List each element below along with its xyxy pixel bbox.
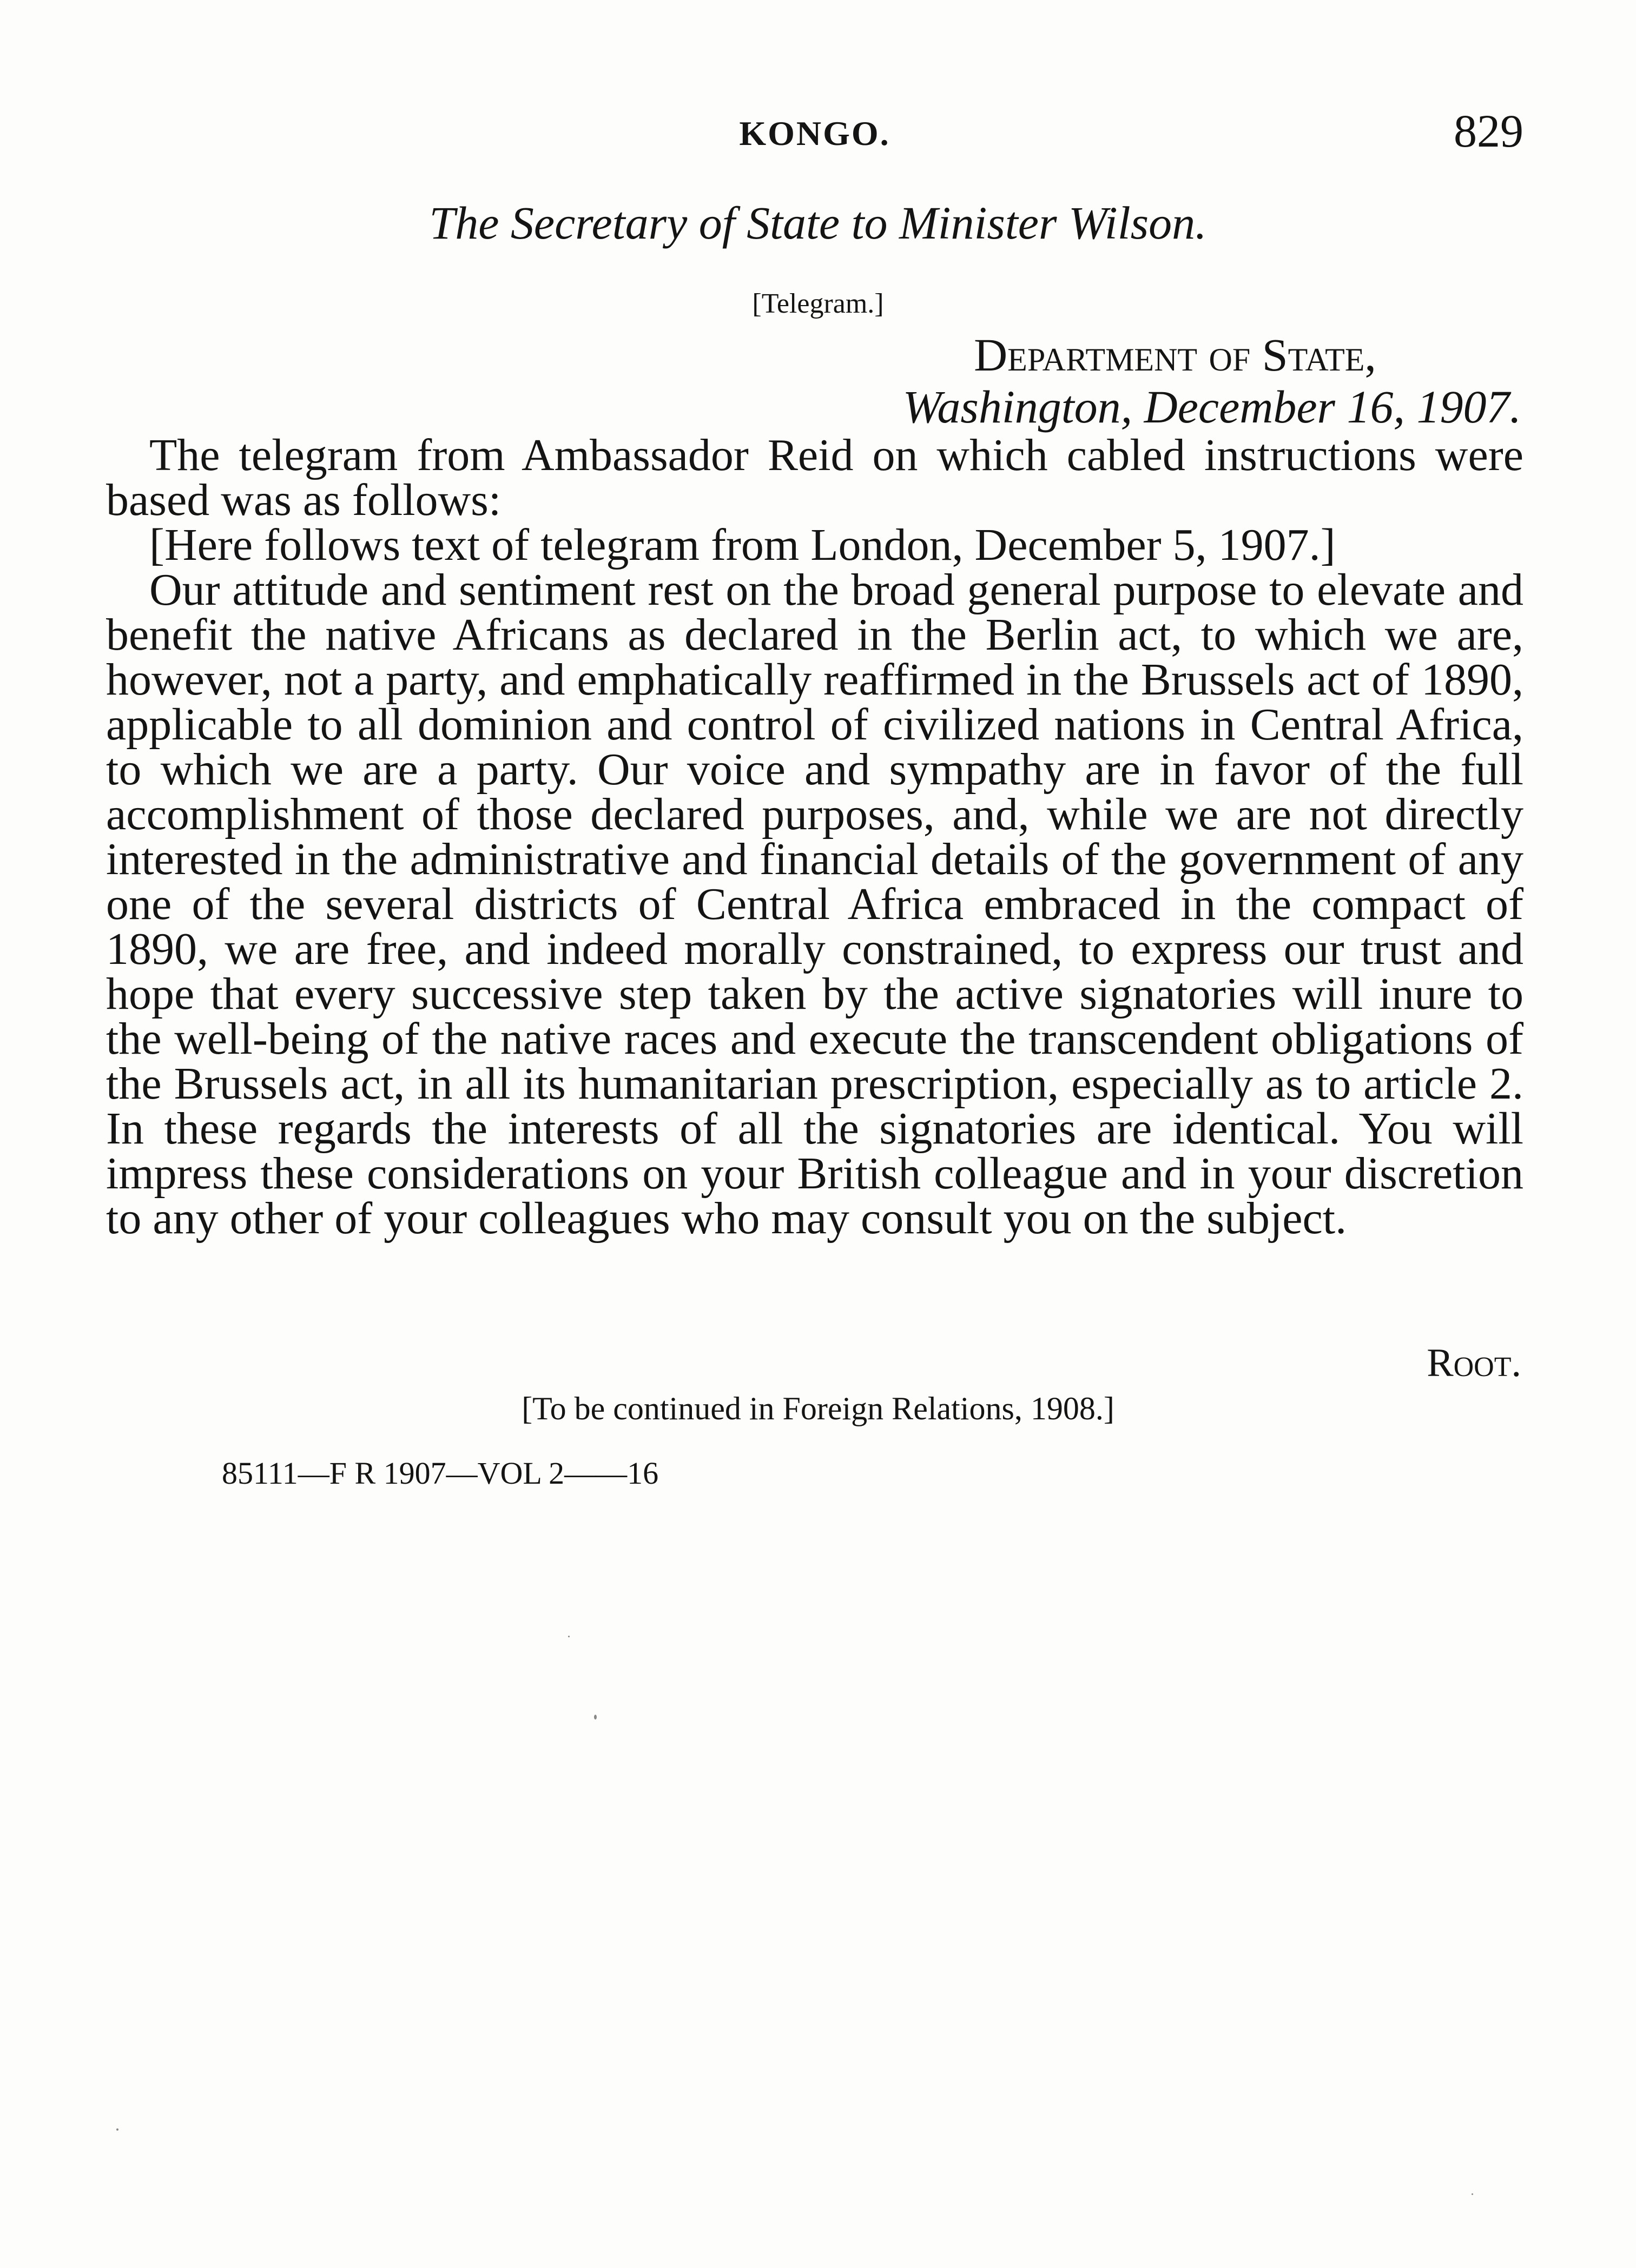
document-title: The Secretary of State to Minister Wilson. [429,197,1207,249]
dateline-date: Washington, December 16, 1907. [902,381,1521,433]
scan-speck [568,1636,570,1637]
signature: Root. [1427,1341,1521,1385]
running-title: KONGO. [739,114,890,153]
continuation-note: [To be continued in Foreign Relations, 1908.] [522,1391,1114,1426]
scan-speck [594,1715,597,1720]
page-number: 829 [1454,105,1523,157]
running-head [106,104,1523,163]
dateline-place: Department of State, [974,329,1376,381]
dateline [764,329,1521,433]
scan-speck [1472,2193,1473,2195]
scan-speck [116,2128,118,2131]
paragraph-bracketed-note: [Here follows text of telegram from London, December 5, 1907.] [149,520,1336,570]
document-type-note: [Telegram.] [752,288,884,319]
paragraph-intro: The telegram from Ambassador Reid on which cabled instructions were based was as follows: [106,430,1523,525]
paragraph-main: Our attitude and sentiment rest on the broad general purpose to elevate and benefit the native Africans as declared in the Berlin act, to which we are, however, not a party, and emphatically reaffirmed in the Brussels act of 1890, applicable to all dominion and control of civilized nations in Central Africa, to which we are a party. Our voice and sympathy are in favor of the full accomplishment of those declared purposes, and, while we are not directly interested in the administrative and financial details of the government of any one of the several districts of Central Africa embraced in the compact of 1890, we are free, and indeed morally constrained, to express our trust and hope that every successive step taken by the active signatories will inure to the well-being of the native races and execute the transcendent obligations of the Brussels act, in all its humanitarian prescription, especially as to article 2. In these regards the interests of all the signatories are identical. You will impress these considerations on your British colleague and in your discretion to any other of your colleagues who may consult you on the subject. [106,565,1523,1244]
print-code: 85111—F R 1907—VOL 2——16 [222,1456,659,1491]
letter-body [106,430,1523,1244]
